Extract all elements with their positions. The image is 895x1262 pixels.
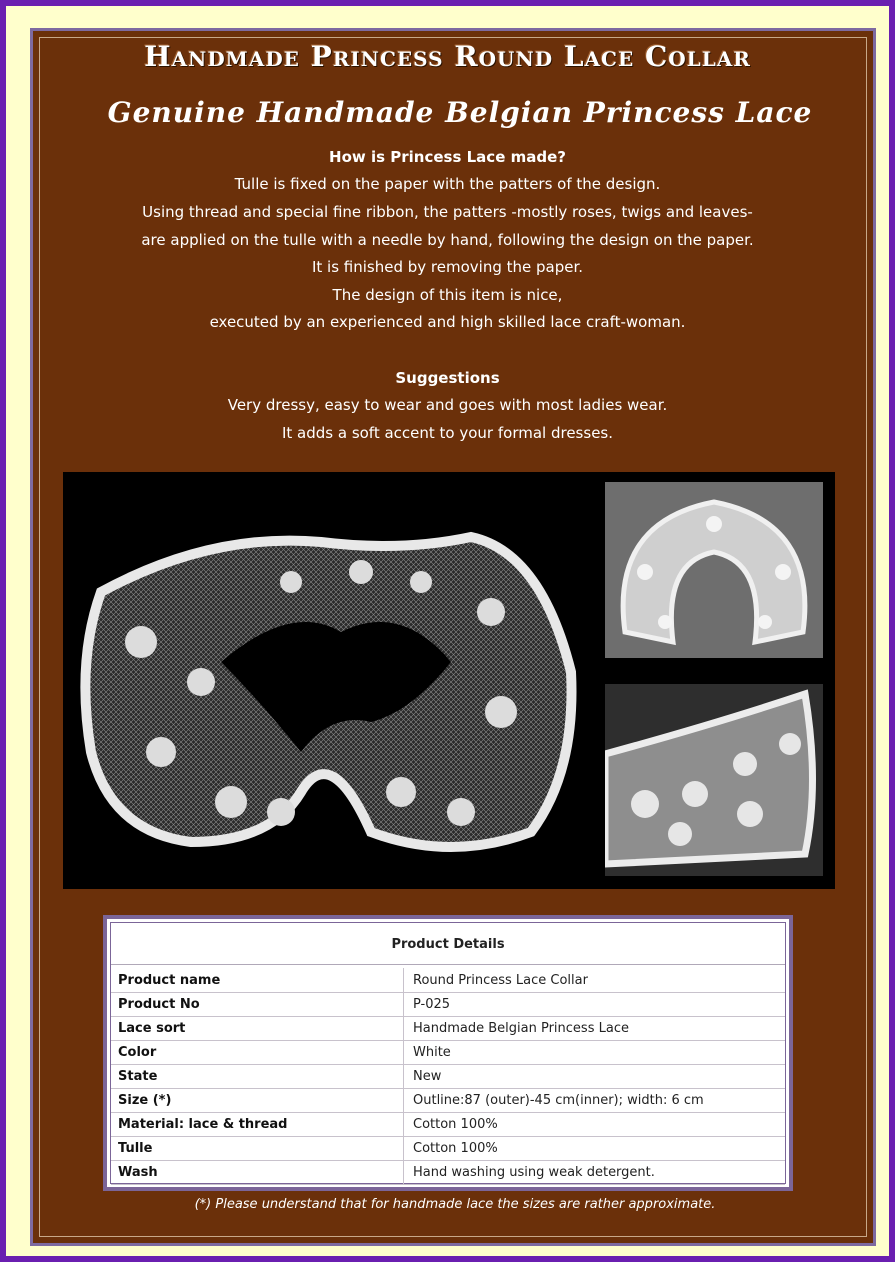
table-row <box>111 1040 785 1065</box>
page-title: Handmade Princess Round Lace Collar <box>144 40 751 73</box>
suggestions-heading: Suggestions <box>395 369 500 387</box>
row-key: Product name <box>118 973 221 988</box>
table-row <box>111 1112 785 1137</box>
row-value: Handmade Belgian Princess Lace <box>413 1021 629 1036</box>
product-details-table <box>103 915 793 1191</box>
row-key: Lace sort <box>118 1021 186 1036</box>
row-value: Round Princess Lace Collar <box>413 973 588 988</box>
how-made-line: Tulle is fixed on the paper with the patters of the design. <box>234 175 661 193</box>
row-value: White <box>413 1045 451 1060</box>
table-row <box>111 1160 785 1185</box>
collar-detail-photo <box>605 684 823 876</box>
suggestions-line: It adds a soft accent to your formal dresses. <box>281 424 614 442</box>
collar-flat-photo <box>605 482 823 658</box>
row-key: Product No <box>118 997 200 1012</box>
table-row <box>111 968 785 993</box>
table-row <box>111 1136 785 1161</box>
table-row <box>111 992 785 1017</box>
row-key: Tulle <box>118 1141 153 1156</box>
product-details-inner <box>110 922 786 1184</box>
table-row <box>111 1016 785 1041</box>
row-key: State <box>118 1069 158 1084</box>
suggestions-line: Very dressy, easy to wear and goes with most ladies wear. <box>227 396 668 414</box>
row-value: Outline:87 (outer)-45 cm(inner); width: 6 cm <box>413 1093 704 1108</box>
table-title: Product Details <box>391 937 505 952</box>
how-made-line: The design of this item is nice, <box>332 286 563 304</box>
row-value: Hand washing using weak detergent. <box>413 1165 655 1180</box>
page-subtitle: Genuine Handmade Belgian Princess Lace <box>107 96 813 129</box>
row-value: Cotton 100% <box>413 1141 498 1156</box>
how-made-line: are applied on the tulle with a needle by hand, following the design on the paper. <box>141 231 754 249</box>
how-made-line: executed by an experienced and high skilled lace craft-woman. <box>209 313 686 331</box>
size-footnote: (*) Please understand that for handmade lace the sizes are rather approximate. <box>194 1197 716 1212</box>
table-row <box>111 1064 785 1089</box>
row-key: Wash <box>118 1165 158 1180</box>
how-made-line: Using thread and special fine ribbon, the patters -mostly roses, twigs and leaves- <box>142 203 753 221</box>
how-made-line: It is finished by removing the paper. <box>311 258 584 276</box>
row-value: P-025 <box>413 997 451 1012</box>
row-value: New <box>413 1069 442 1084</box>
product-photos <box>63 472 835 889</box>
row-key: Color <box>118 1045 157 1060</box>
row-value: Cotton 100% <box>413 1117 498 1132</box>
collar-main-photo <box>71 512 646 872</box>
row-key: Size (*) <box>118 1093 172 1108</box>
table-row <box>111 1088 785 1113</box>
how-made-heading: How is Princess Lace made? <box>329 148 566 166</box>
row-key: Material: lace & thread <box>118 1117 288 1132</box>
table-header-separator <box>111 964 785 965</box>
